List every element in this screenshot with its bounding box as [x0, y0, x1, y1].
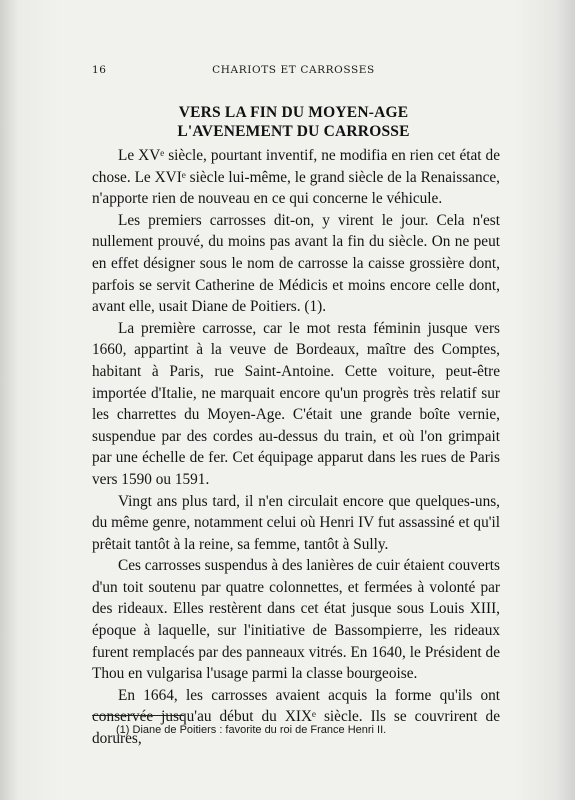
running-title: CHARIOTS ET CARROSSES [212, 64, 375, 76]
paragraph: Ces carrosses suspendus à des lanières de cuir étaient couverts d'un toit soutenu par quatre colonnettes, et fermées à volonté par des rideaux. Elles restèrent dans cet état jusque sous Louis XIII, époque à laquelle, sur l'initiative de Bassompierre, les rideaux furent remplacés par des panneaux vitrés. En 1640, le Président de Thou en vulgarisa l'usage parmi la classe bourgeoise. [92, 557, 500, 683]
page-number: 16 [92, 64, 107, 76]
paragraph: En 1664, les carrosses avaient acquis la forme qu'ils ont conservée jusqu'au début du XIXᵉ siècle. Ils se couvrirent de dorures, [92, 686, 500, 748]
paragraph: Vingt ans plus tard, il n'en circulait encore que quelques-uns, du même genre, notamment celui où Henri IV fut assassiné et qu'il prêtait tantôt à la reine, sa femme, tantôt à Sully. [92, 492, 500, 553]
chapter-heading-line-2: L'AVENEMENT DU CARROSSE [177, 123, 410, 140]
paragraph: Les premiers carrosses dit-on, y virent le jour. Cela n'est nullement prouvé, du moins pas avant la fin du siècle. On ne peut en effet désigner sous le nom de carrosse la caisse grossière dont, parfois se servit Catherine de Médicis et moins encore celle dont, avant elle, usait Diane de Poitiers. (1). [92, 211, 500, 316]
body-text [92, 145, 500, 750]
footnote-separator [92, 715, 184, 716]
paragraph: La première carrosse, car le mot resta féminin jusque vers 1660, appartint à la veuve de Bordeaux, maître des Comptes, habitant à Paris, rue Saint-Antoine. Cette voiture, peut-être importée d'Italie, ne marquait encore qu'un progrès très relatif sur les charrettes du Moyen-Age. C'était une grande boîte vernie, suspendue par des cordes au-dessus du train, et où l'on grimpait par une échelle de fer. Cet équipage apparut dans les rues de Paris vers 1590 ou 1591. [92, 319, 500, 488]
footnote: (1) Diane de Poitiers : favorite du roi de France Henri II. [116, 724, 387, 736]
page-header [92, 64, 495, 80]
paragraph: Le XVᵉ siècle, pourtant inventif, ne modifia en rien cet état de chose. Le XVIᵉ siècle lui-même, le grand siècle de la Renaissance, n'apporte rien de nouveau en ce qui concerne le véhicule. [92, 147, 500, 208]
chapter-heading-line-1: VERS LA FIN DU MOYEN-AGE [178, 104, 409, 121]
